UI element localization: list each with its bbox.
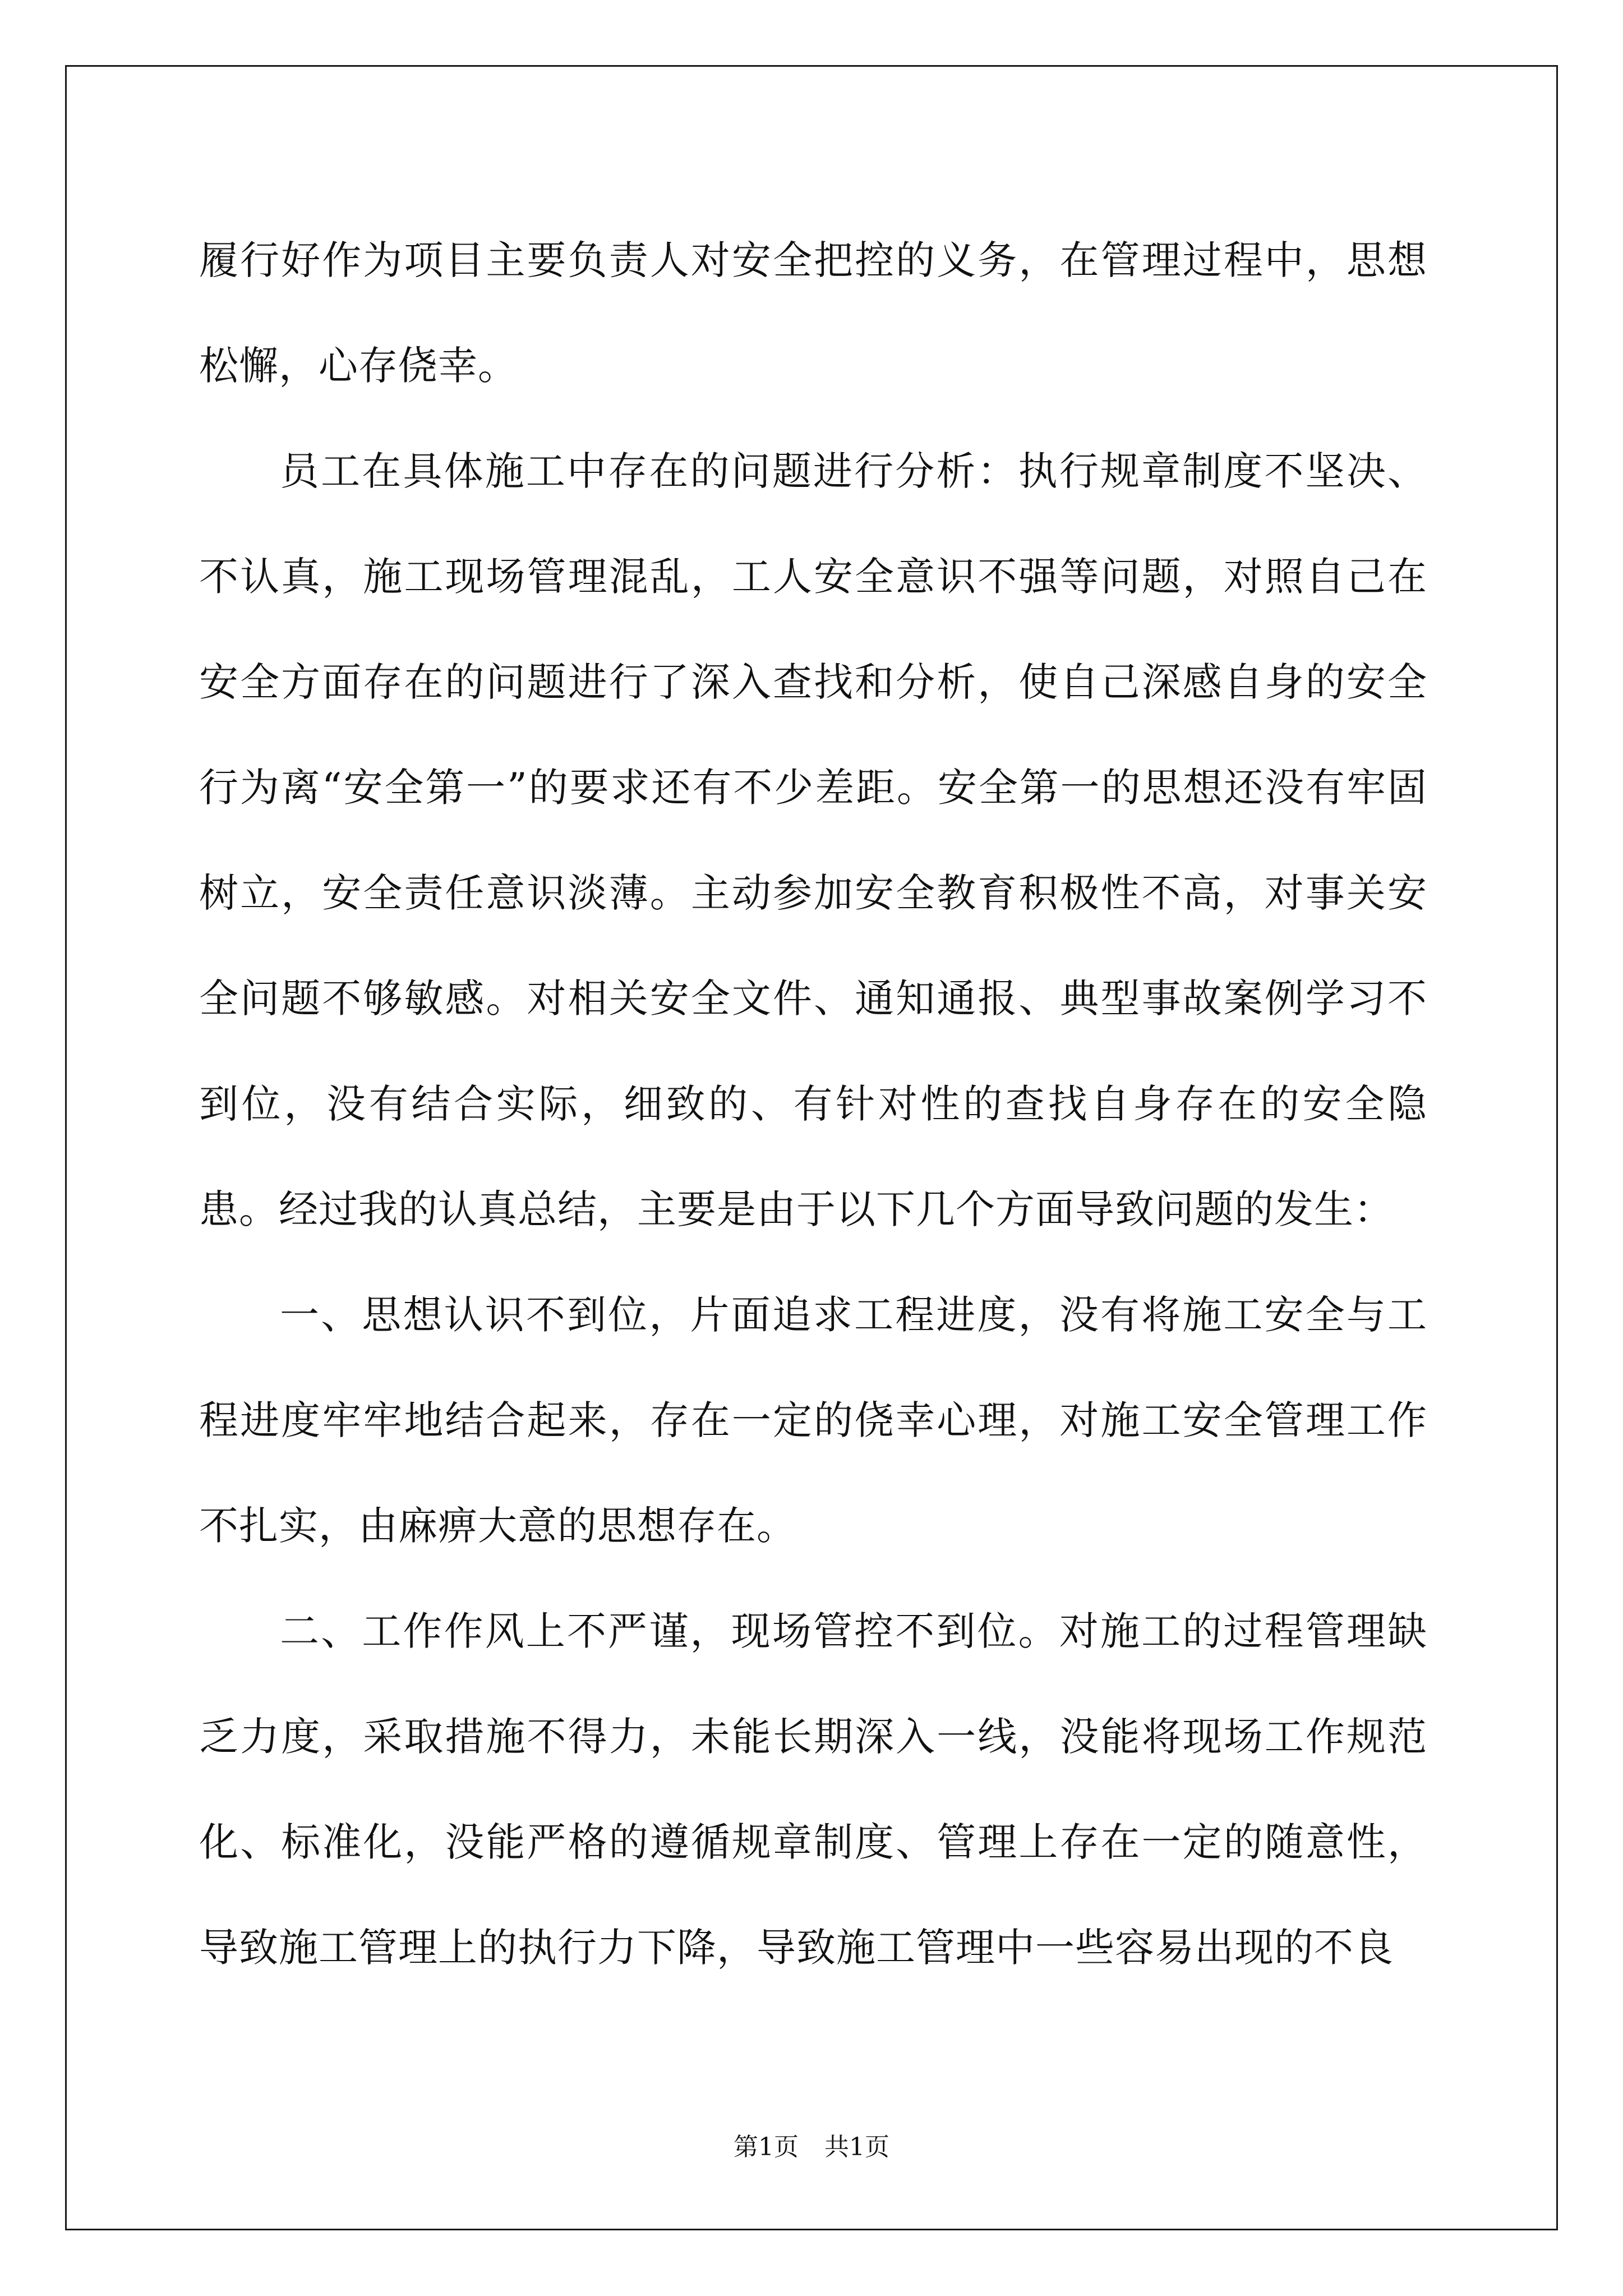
document-body <box>199 208 1427 2000</box>
page-number: 第1页 <box>734 2133 799 2161</box>
page-footer <box>0 2131 1623 2164</box>
paragraph-2: 员工在具体施工中存在的问题进行分析：执行规章制度不坚决、不认真，施工现场管理混乱，工人安全意识不强等问题，对照自己在安全方面存在的问题进行了深入查找和分析，使自己深感自身的安全行为离“安全第一”的要求还有不少差距。安全第一的思想还没有牢固树立，安全责任意识淡薄。主动参加安全教育积极性不高，对事关安全问题不够敏感。对相关安全文件、通知通报、典型事故案例学习不到位，没有结合实际，细致的、有针对性的查找自身存在的安全隐患。经过我的认真总结，主要是由于以下几个方面导致问题的发生： <box>199 448 1427 1232</box>
paragraph-3: 一、思想认识不到位，片面追求工程进度，没有将施工安全与工程进度牢牢地结合起来，存在一定的侥幸心理，对施工安全管理工作不扎实，由麻痹大意的思想存在。 <box>199 1292 1427 1549</box>
paragraph-1: 履行好作为项目主要负责人对安全把控的义务，在管理过程中，思想松懈，心存侥幸。 <box>199 237 1427 389</box>
paragraph-4: 二、工作作风上不严谨，现场管控不到位。对施工的过程管理缺乏力度，采取措施不得力，未能长期深入一线，没能将现场工作规范化、标准化，没能严格的遵循规章制度、管理上存在一定的随意性，导致施工管理上的执行力下降，导致施工管理中一些容易出现的不良 <box>199 1608 1427 1971</box>
page-total: 共1页 <box>824 2133 889 2161</box>
